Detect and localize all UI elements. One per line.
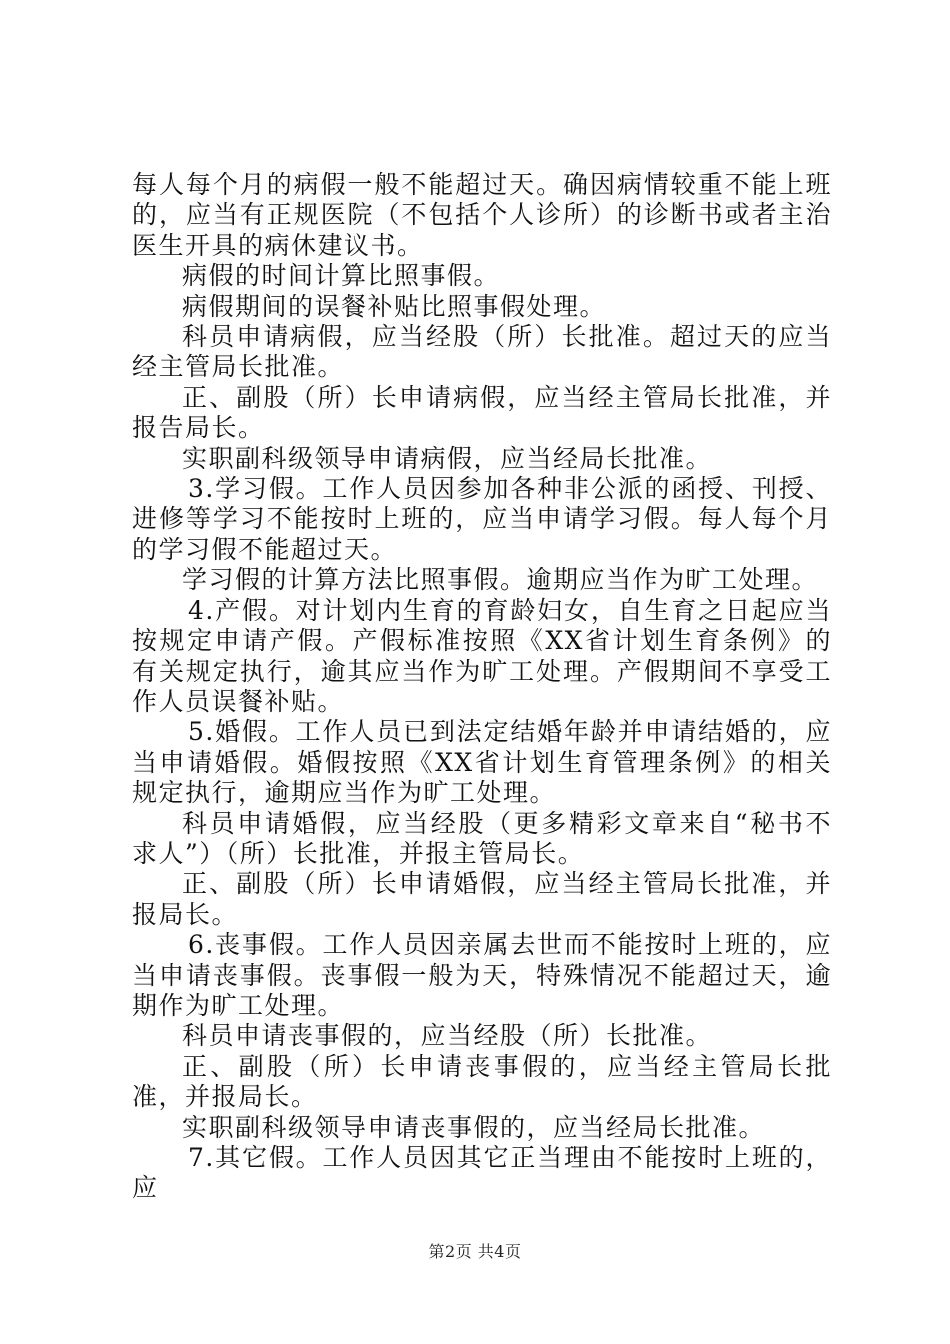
paragraph-funeral-leave-staff: 科员申请丧事假的，应当经股（所）长批准。 xyxy=(182,1021,713,1051)
paragraph-sick-leave-staff: 科员申请病假，应当经股（所）长批准。超过天的应当经主管局长批准。 xyxy=(132,322,832,382)
paragraph-maternity-leave: 4.产假。对计划内生育的育龄妇女，自生育之日起应当按规定申请产假。产假标准按照《XX省计划生育条例》的有关规定执行，逾其应当作为旷工处理。产假期间不享受工作人员误餐补贴。 xyxy=(132,595,832,716)
paragraph-funeral-leave-deputy: 实职副科级领导申请丧事假的，应当经局长批准。 xyxy=(182,1112,766,1142)
paragraph-sick-leave-deputy: 实职副科级领导申请病假，应当经局长批准。 xyxy=(182,443,713,473)
paragraph-study-leave: 3.学习假。工作人员因参加各种非公派的函授、刊授、进修等学习不能按时上班的，应当申请学习假。每人每个月的学习假不能超过天。 xyxy=(132,474,832,564)
document-body xyxy=(132,170,832,1204)
paragraph-marriage-leave-staff: 科员申请婚假，应当经股（更多精彩文章来自“秘书不求人”）（所）长批准，并报主管局长。 xyxy=(132,808,832,868)
paragraph-other-leave: 7.其它假。工作人员因其它正当理由不能按时上班的，应 xyxy=(132,1143,832,1203)
paragraph-funeral-leave: 6.丧事假。工作人员因亲属去世而不能按时上班的，应当申请丧事假。丧事假一般为天，特殊情况不能超过天，逾期作为旷工处理。 xyxy=(132,930,832,1020)
paragraph-sick-leave-meal: 病假期间的误餐补贴比照事假处理。 xyxy=(182,291,607,321)
paragraph-study-leave-calc: 学习假的计算方法比照事假。逾期应当作为旷工处理。 xyxy=(182,565,819,595)
paragraph-sick-leave-limit: 每人每个月的病假一般不能超过天。确因病情较重不能上班的，应当有正规医院（不包括个人诊所）的诊断书或者主治医生开具的病休建议书。 xyxy=(132,170,832,260)
paragraph-funeral-leave-chief: 正、副股（所）长申请丧事假的，应当经主管局长批准，并报局长。 xyxy=(132,1051,832,1112)
paragraph-sick-leave-section-chief: 正、副股（所）长申请病假，应当经主管局长批准，并报告局长。 xyxy=(132,382,832,443)
paragraph-marriage-leave: 5.婚假。工作人员已到法定结婚年龄并申请结婚的，应当申请婚假。婚假按照《XX省计划生育管理条例》的相关规定执行，逾期应当作为旷工处理。 xyxy=(132,717,832,808)
page-footer: 第2页 共4页 xyxy=(428,1242,522,1261)
paragraph-marriage-leave-chief: 正、副股（所）长申请婚假，应当经主管局长批准，并报局长。 xyxy=(132,869,832,929)
paragraph-sick-leave-time: 病假的时间计算比照事假。 xyxy=(182,261,501,291)
